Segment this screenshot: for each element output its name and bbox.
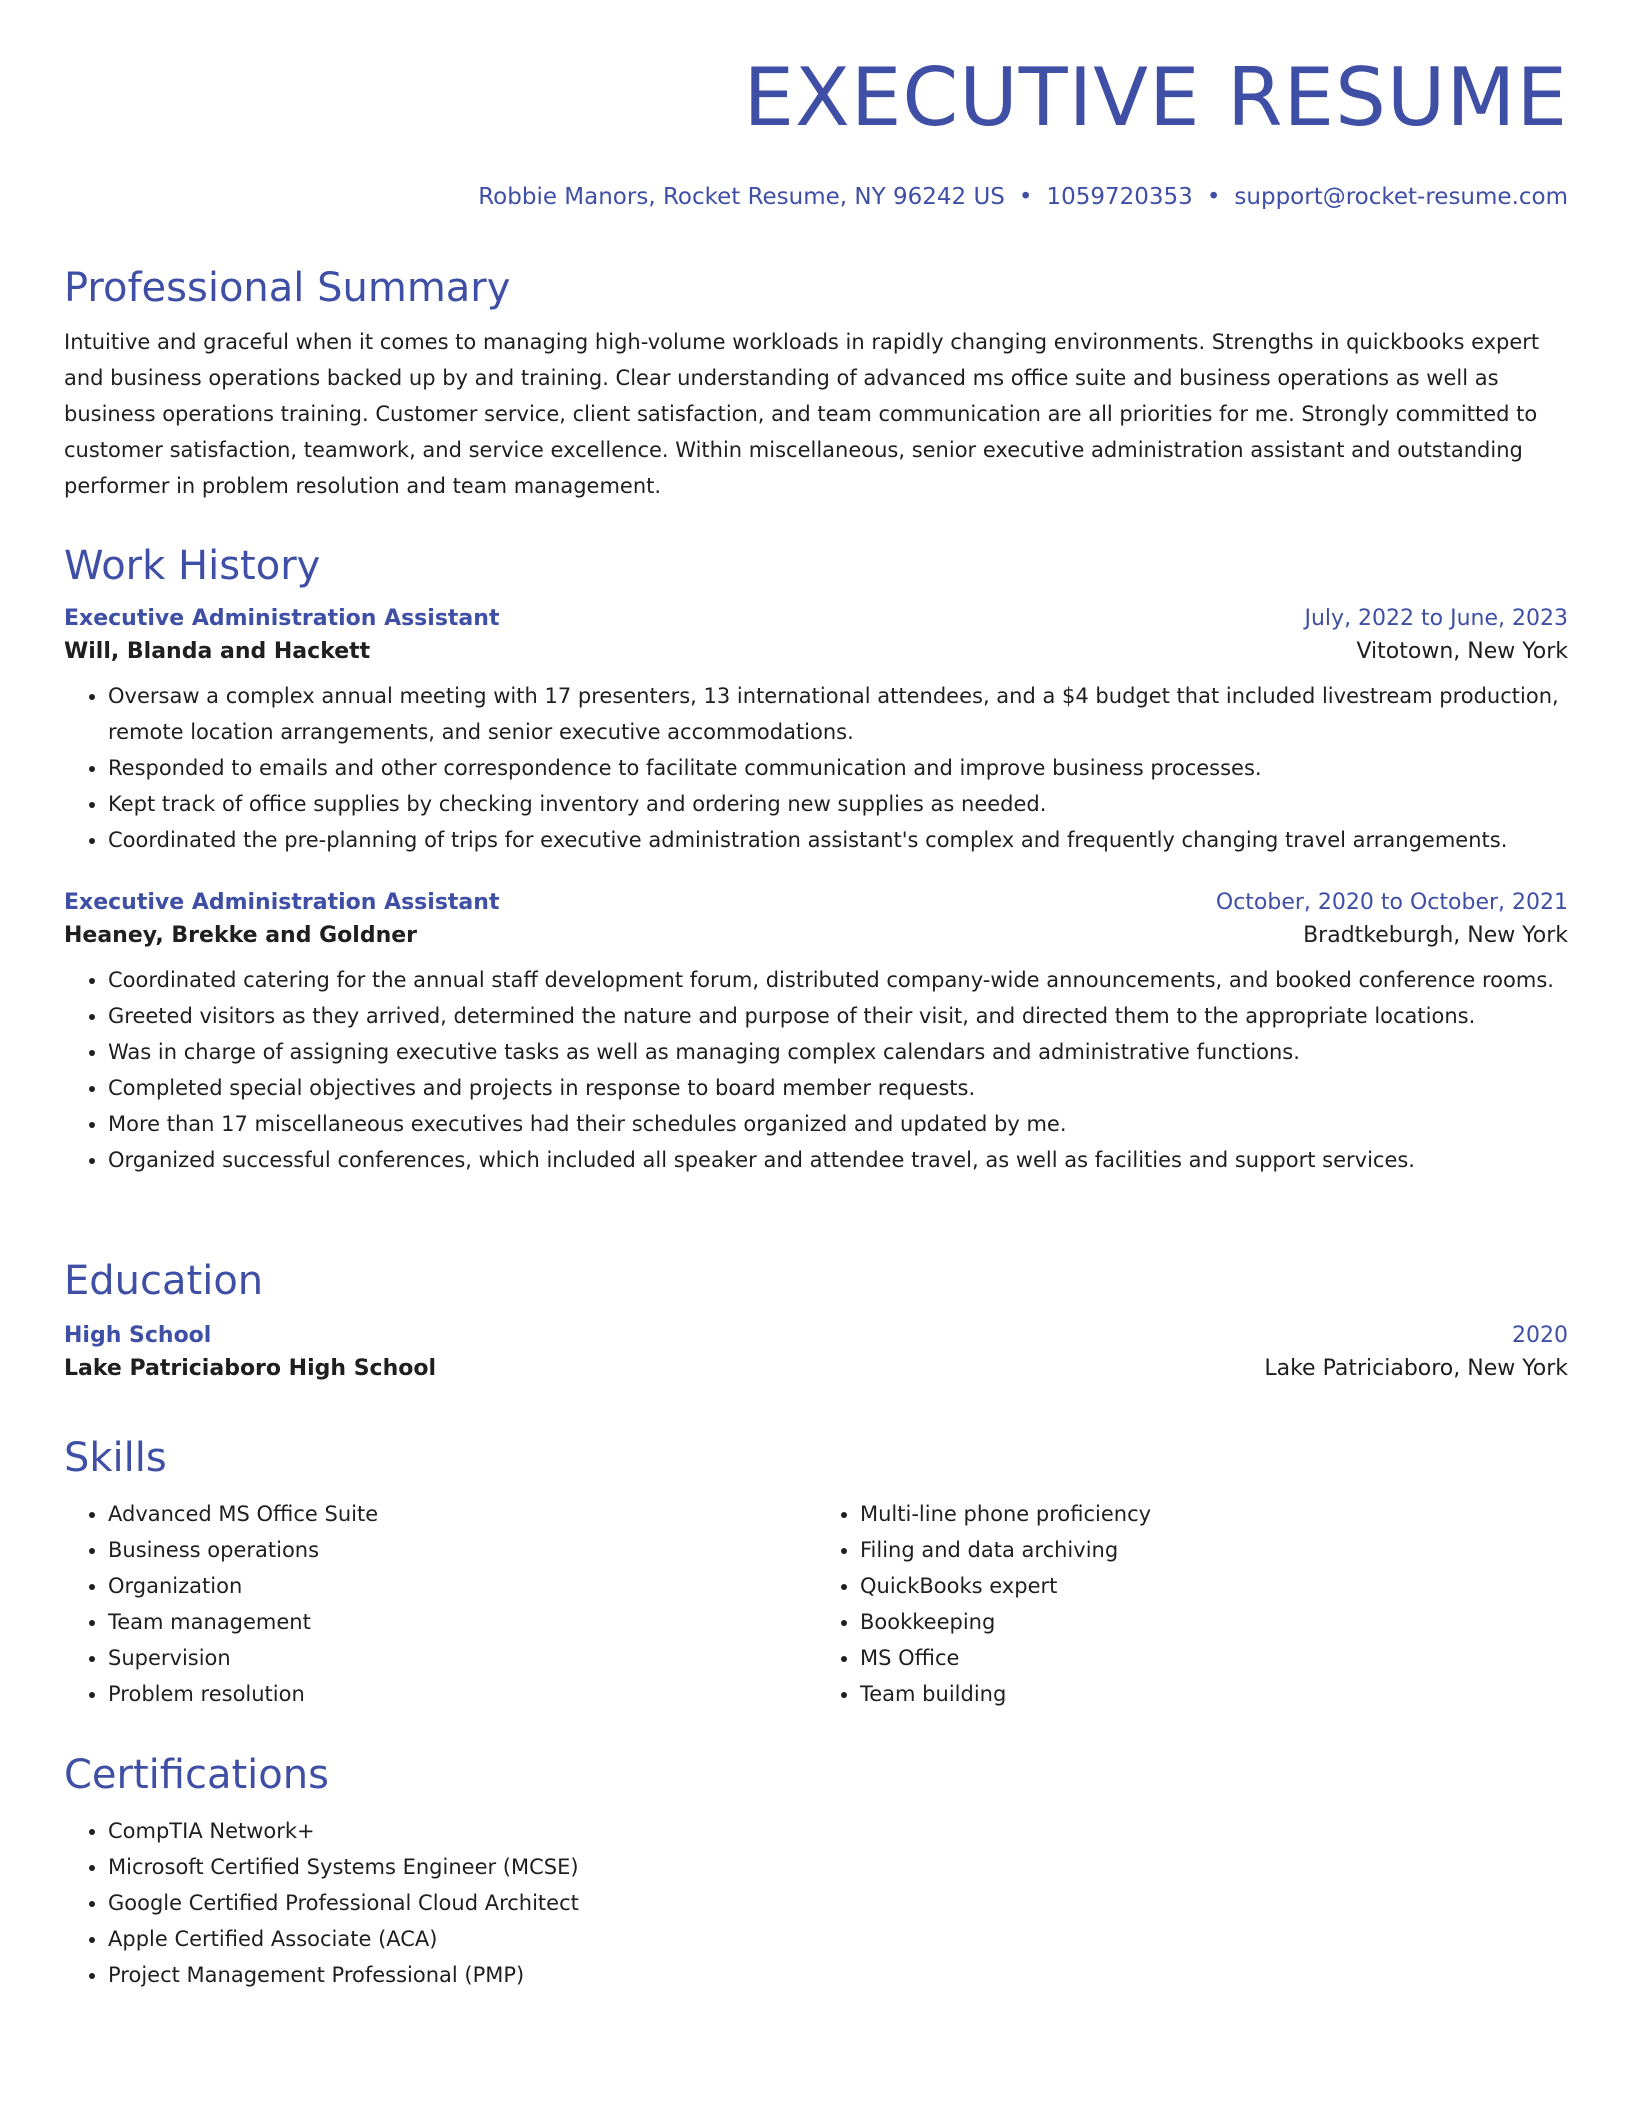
section-heading: Education bbox=[64, 1258, 264, 1304]
list-item: • Microsoft Certified Systems Engineer (MCSE) bbox=[108, 1849, 1568, 1885]
work-history-section bbox=[64, 540, 1568, 1178]
job-header bbox=[64, 606, 1568, 631]
education-subheader bbox=[64, 1356, 1568, 1381]
school-name: Lake Patriciaboro High School bbox=[64, 1356, 437, 1381]
contact-line bbox=[478, 184, 1568, 210]
list-item: • Advanced MS Office Suite bbox=[108, 1496, 816, 1532]
list-item: • Filing and data archiving bbox=[860, 1532, 1568, 1568]
list-item: • MS Office bbox=[860, 1640, 1568, 1676]
section-heading: Skills bbox=[64, 1435, 167, 1481]
list-item: • Organization bbox=[108, 1568, 816, 1604]
list-item: • Project Management Professional (PMP) bbox=[108, 1957, 1568, 1993]
summary-text: Intuitive and graceful when it comes to managing high-volume workloads in rapidly changing environments. Strengths in quickbooks expert and business operations backed up by and training. Clear understanding of advanced ms office suite and business operations as well as business operations training. Customer service, client satisfaction, and team communication are all priorities for me. Strongly committed to customer satisfaction, teamwork, and service excellence. Within miscellaneous, senior executive administration assistant and outstanding performer in problem resolution and team management. bbox=[64, 330, 1540, 498]
degree: High School bbox=[64, 1323, 212, 1348]
job-location: Vitotown, New York bbox=[1356, 639, 1568, 664]
list-item: • Google Certified Professional Cloud Architect bbox=[108, 1885, 1568, 1921]
skills-columns bbox=[64, 1496, 1568, 1712]
education-section bbox=[64, 1255, 1568, 1381]
contact-phone: 1059720353 bbox=[1046, 184, 1193, 210]
list-item: • Greeted visitors as they arrived, determined the nature and purpose of their visit, and directed them to the appropriate locations. bbox=[108, 998, 1568, 1034]
job-location: Bradtkeburgh, New York bbox=[1303, 923, 1568, 948]
professional-summary-section bbox=[64, 262, 1568, 504]
job-subheader bbox=[64, 923, 1568, 948]
certifications-list bbox=[64, 1813, 1568, 1993]
list-item: • QuickBooks expert bbox=[860, 1568, 1568, 1604]
certifications-section bbox=[64, 1749, 1568, 1993]
list-item: • CompTIA Network+ bbox=[108, 1813, 1568, 1849]
section-heading: Certifications bbox=[64, 1752, 329, 1798]
job-title: Executive Administration Assistant bbox=[64, 606, 500, 631]
skills-list-left bbox=[64, 1496, 816, 1712]
list-item: • Supervision bbox=[108, 1640, 816, 1676]
section-heading: Professional Summary bbox=[64, 265, 511, 311]
list-item: • Was in charge of assigning executive tasks as well as managing complex calendars and administrative functions. bbox=[108, 1034, 1568, 1070]
list-item: • Problem resolution bbox=[108, 1676, 816, 1712]
employer-name: Heaney, Brekke and Goldner bbox=[64, 923, 418, 948]
education-header bbox=[64, 1323, 1568, 1348]
skills-section bbox=[64, 1432, 1568, 1712]
job-dates: July, 2022 to June, 2023 bbox=[1304, 606, 1568, 631]
list-item: • Bookkeeping bbox=[860, 1604, 1568, 1640]
list-item: • Team management bbox=[108, 1604, 816, 1640]
employer-name: Will, Blanda and Hackett bbox=[64, 639, 371, 664]
list-item: • Apple Certified Associate (ACA) bbox=[108, 1921, 1568, 1957]
skills-list-right bbox=[816, 1496, 1568, 1712]
job-subheader bbox=[64, 639, 1568, 664]
job-header bbox=[64, 890, 1568, 915]
list-item: • Oversaw a complex annual meeting with 17 presenters, 13 international attendees, and a $4 budget that included livestream production, remote location arrangements, and senior executive accommodations. bbox=[108, 678, 1568, 750]
list-item: • Business operations bbox=[108, 1532, 816, 1568]
separator: • bbox=[1018, 184, 1033, 210]
list-item: • Completed special objectives and projects in response to board member requests. bbox=[108, 1070, 1568, 1106]
list-item: • More than 17 miscellaneous executives had their schedules organized and updated by me. bbox=[108, 1106, 1568, 1142]
job-bullets bbox=[64, 678, 1568, 858]
section-heading: Work History bbox=[64, 543, 321, 589]
resume-title: EXECUTIVE RESUME bbox=[743, 51, 1568, 144]
list-item: • Responded to emails and other correspondence to facilitate communication and improve business processes. bbox=[108, 750, 1568, 786]
job-bullets bbox=[64, 962, 1568, 1178]
list-item: • Organized successful conferences, which included all speaker and attendee travel, as well as facilities and support services. bbox=[108, 1142, 1568, 1178]
list-item: • Coordinated catering for the annual staff development forum, distributed company-wide announcements, and booked conference rooms. bbox=[108, 962, 1568, 998]
contact-address: Robbie Manors, Rocket Resume, NY 96242 US bbox=[478, 184, 1005, 210]
list-item: • Kept track of office supplies by checking inventory and ordering new supplies as needed. bbox=[108, 786, 1568, 822]
separator: • bbox=[1206, 184, 1221, 210]
graduation-year: 2020 bbox=[1512, 1323, 1568, 1348]
job-entry bbox=[64, 890, 1568, 1178]
list-item: • Coordinated the pre-planning of trips for executive administration assistant's complex and frequently changing travel arrangements. bbox=[108, 822, 1568, 858]
job-entry bbox=[64, 606, 1568, 858]
school-location: Lake Patriciaboro, New York bbox=[1264, 1356, 1568, 1381]
list-item: • Multi-line phone proficiency bbox=[860, 1496, 1568, 1532]
job-dates: October, 2020 to October, 2021 bbox=[1215, 890, 1568, 915]
list-item: • Team building bbox=[860, 1676, 1568, 1712]
contact-email[interactable]: support@rocket-resume.com bbox=[1234, 184, 1568, 210]
job-title: Executive Administration Assistant bbox=[64, 890, 500, 915]
